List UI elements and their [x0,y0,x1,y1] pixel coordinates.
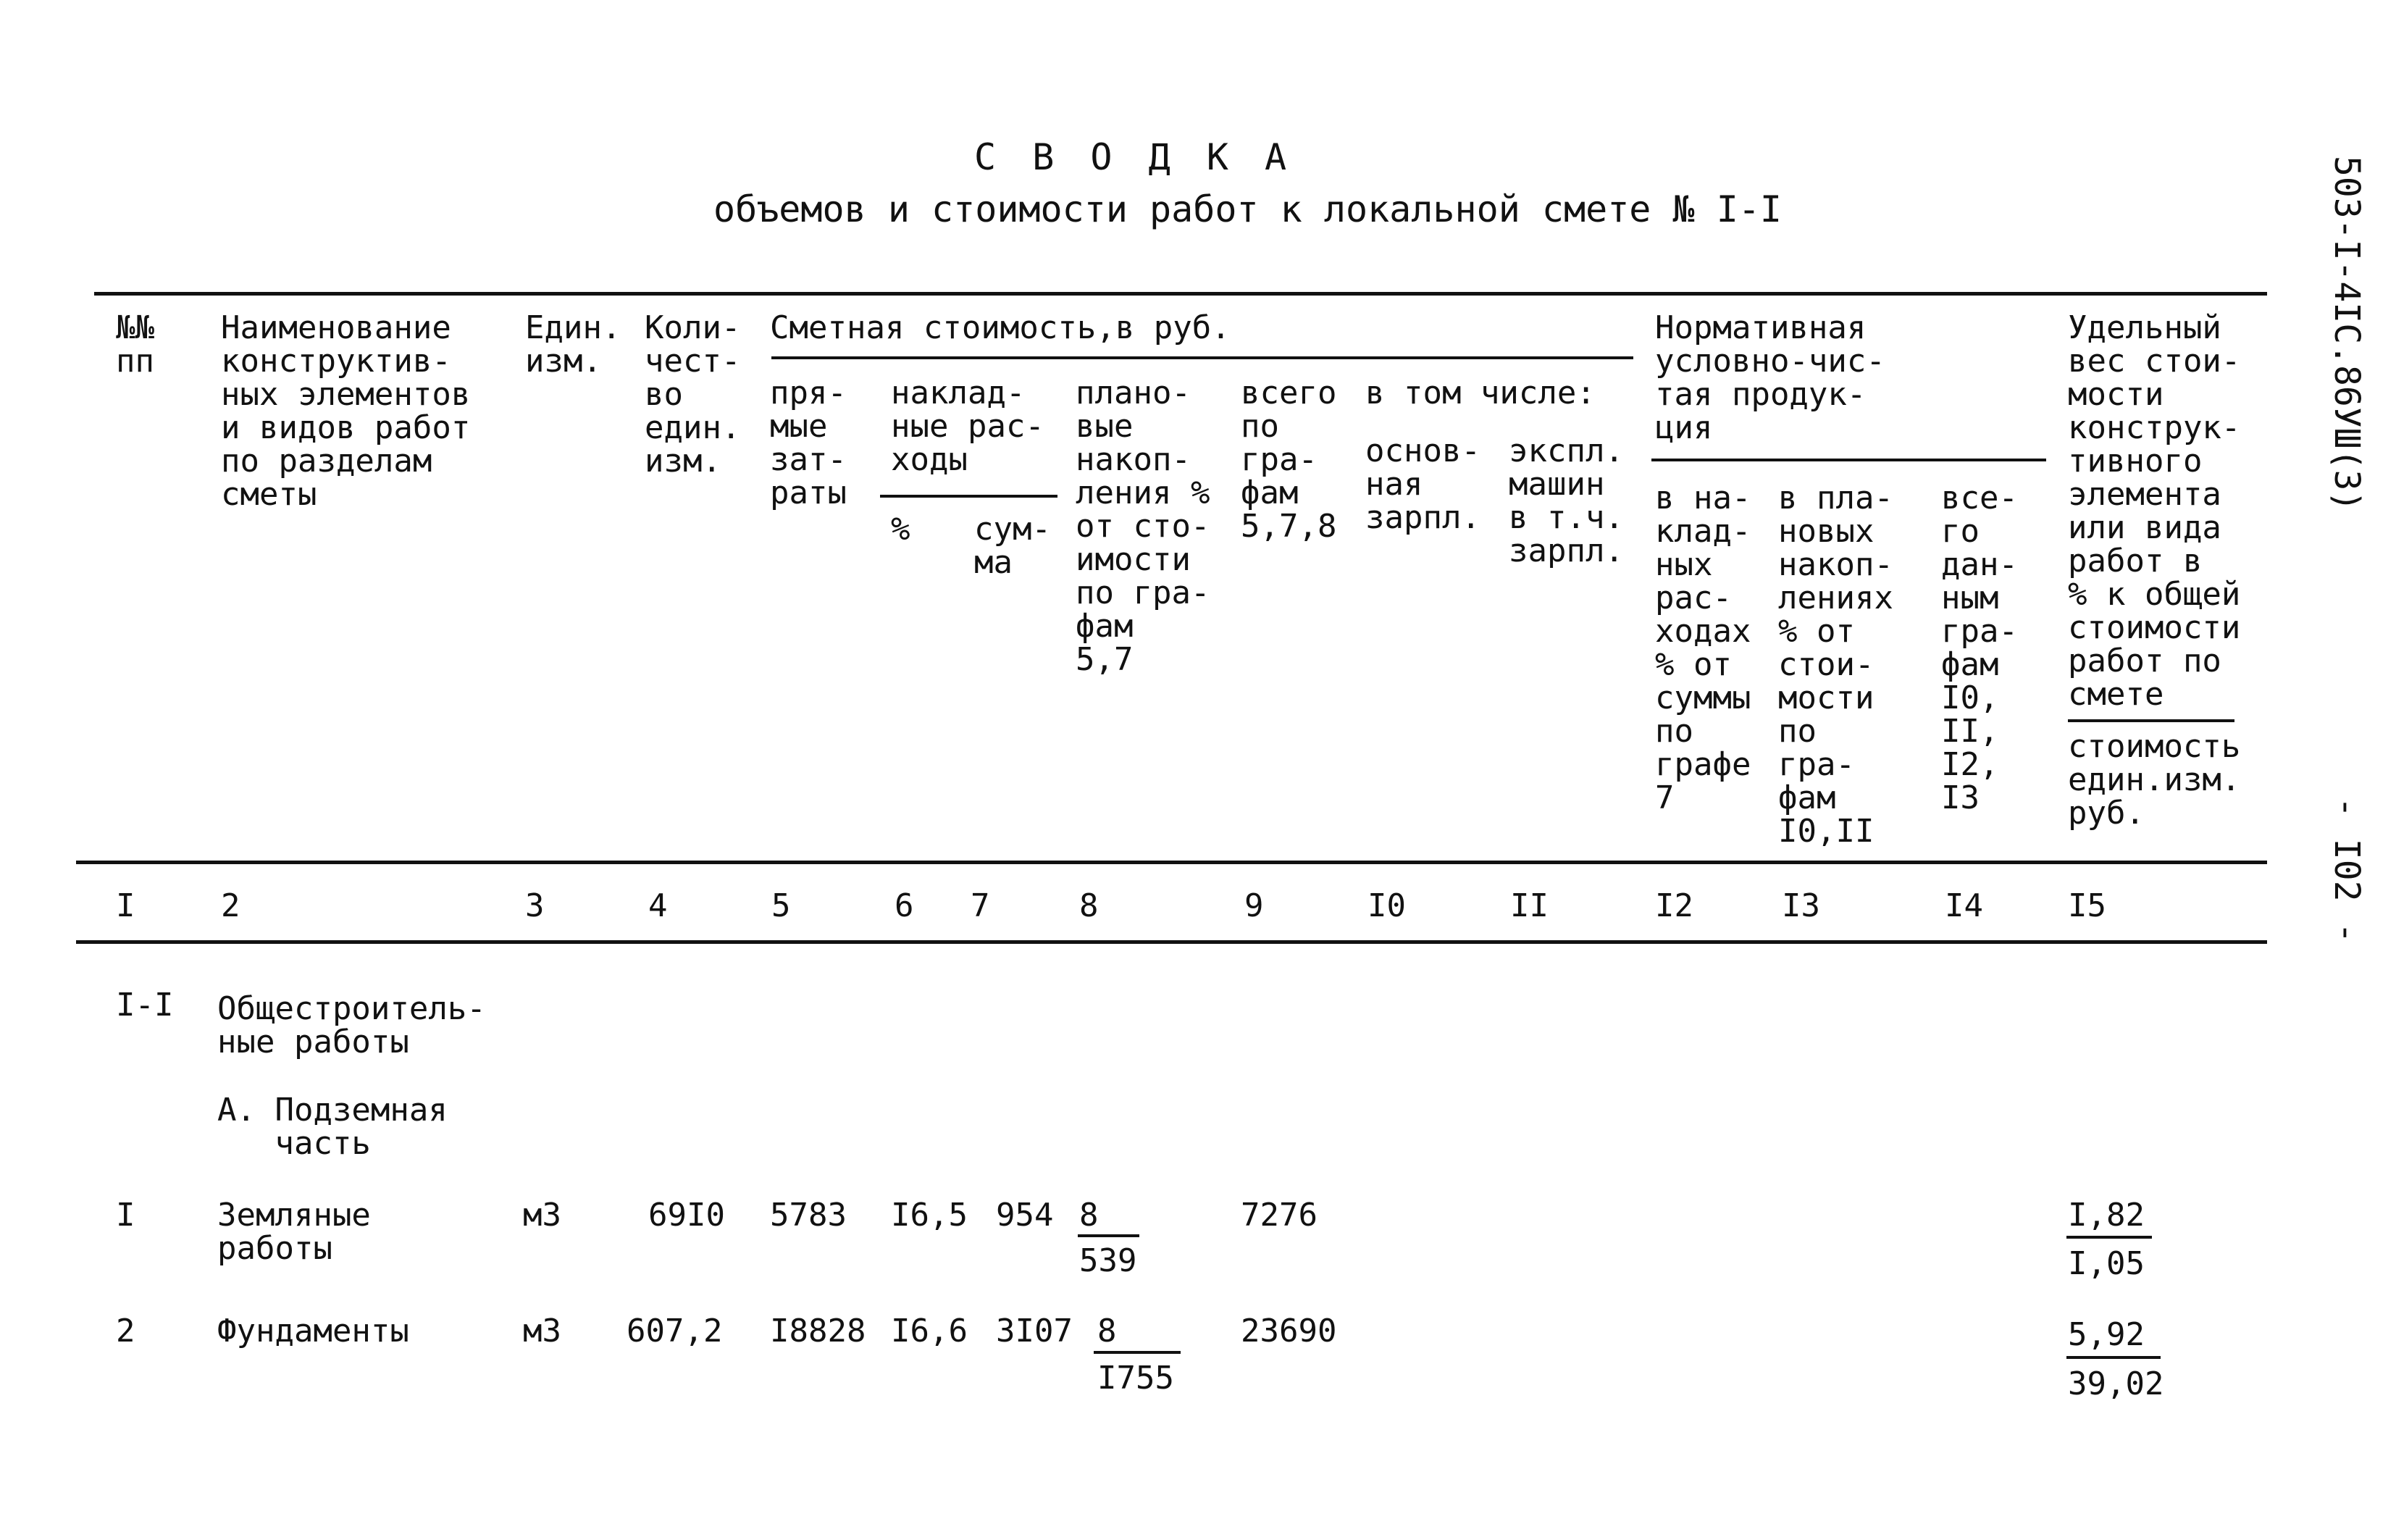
column-number: 5 [771,887,791,924]
header-norm-overhead: в на- клад- ных рас- ходах % от суммы по графе 7 [1655,480,1751,816]
column-number: 6 [895,887,914,924]
column-number: 2 [221,887,240,924]
row-direct-costs: 5783 [770,1197,847,1234]
header-norm-total: все- го дан- ным гра- фам I0, II, I2, I3 [1941,480,2018,816]
row-unit-weight: I,82 [2068,1197,2145,1234]
header-overhead-percent: % [891,511,910,548]
table-top-rule [94,292,2267,296]
header-including-group: в том числе: [1365,374,1596,411]
header-total: всего по гра- фам 5,7,8 [1241,374,1337,545]
norm-group-rule [1651,459,2046,461]
row-overhead-sum: 954 [996,1197,1054,1234]
column-number: 8 [1079,887,1099,924]
column-number: I [116,887,135,924]
side-page-number: - I02 - [2326,797,2367,944]
fraction-line [2066,1356,2161,1359]
column-number: I4 [1945,887,1983,924]
row-number: I [116,1197,135,1234]
row-quantity: 607,2 [627,1313,723,1349]
column-number: 4 [648,887,668,924]
header-unit-cost: стоимость един.изм. руб. [2068,728,2241,832]
column-number: I5 [2068,887,2106,924]
unit-weight-rule [2068,719,2234,722]
row-quantity: 69I0 [648,1197,725,1234]
row-unit-cost: 39,02 [2068,1365,2164,1402]
fraction-line [1094,1351,1181,1354]
row-number: 2 [116,1313,135,1349]
row-unit-cost: I,05 [2068,1245,2145,1282]
row-planned-denominator: I755 [1097,1360,1174,1397]
document-subtitle: объемов и стоимости работ к локальной смете № I-I [713,188,1783,230]
row-name: Фундаменты [217,1313,409,1349]
column-number: I3 [1782,887,1820,924]
row-unit: м3 [523,1313,561,1349]
section-number: I-I [116,987,174,1024]
row-unit-weight: 5,92 [2068,1316,2145,1353]
column-number: 9 [1244,887,1264,924]
column-number: I2 [1655,887,1693,924]
row-direct-costs: I8828 [770,1313,866,1349]
column-number: II [1510,887,1549,924]
header-unit: Един. изм. [525,309,621,380]
header-machine-operation: экспл. машин в т.ч. зарпл. [1509,432,1624,569]
column-number: 3 [525,887,545,924]
header-normative-group: Нормативная условно-чис- тая продук- ция [1655,309,1885,446]
column-numbers-rule [76,940,2267,944]
header-bottom-rule [76,861,2267,864]
row-planned-denominator: 539 [1079,1242,1137,1279]
header-norm-planned: в пла- новых накоп- лениях % от стои- мости по гра- фам I0,II [1778,480,1893,850]
header-overhead-sum: сум- ма [974,511,1051,581]
header-cost-group: Сметная стоимость,в руб. [770,309,1231,346]
fraction-line [2066,1236,2152,1239]
row-overhead-percent: I6,5 [891,1197,968,1234]
header-quantity: Коли- чест- во един. изм. [645,309,741,480]
column-number: I0 [1367,887,1406,924]
header-row-number: №№ пп [116,309,154,380]
overhead-group-rule [880,495,1057,498]
row-overhead-sum: 3I07 [996,1313,1073,1349]
header-unit-weight: Удельный вес стои- мости конструк- тивного элемента или вида работ в % к общей стоимости работ по смете [2068,309,2241,713]
header-overhead-group: наклад- ные рас- ходы [891,374,1044,478]
fraction-line [1078,1234,1139,1237]
row-unit: м3 [523,1197,561,1234]
side-document-code: 503-I-4IC.86УШ(3) [2326,156,2367,512]
cost-group-rule [771,356,1633,359]
column-number: 7 [971,887,990,924]
document-title: С В О Д К А [974,136,1294,178]
row-name: Земляные работы [217,1197,371,1267]
header-name: Наименование конструктив- ных элементов и видов работ по разделам сметы [221,309,471,513]
row-overhead-percent: I6,6 [891,1313,968,1349]
row-planned-numerator: 8 [1097,1313,1117,1349]
header-direct-costs: пря- мые зат- раты [770,374,847,511]
subsection-name: А. Подземная часть [217,1092,448,1162]
header-base-salary: основ- ная зарпл. [1365,432,1480,536]
row-total: 7276 [1241,1197,1318,1234]
row-total: 23690 [1241,1313,1337,1349]
section-name: Общестроитель- ные работы [217,990,486,1060]
header-planned-savings: плано- вые накоп- ления % от сто- имости по гра- фам 5,7 [1076,374,1210,678]
row-planned-numerator: 8 [1079,1197,1099,1234]
